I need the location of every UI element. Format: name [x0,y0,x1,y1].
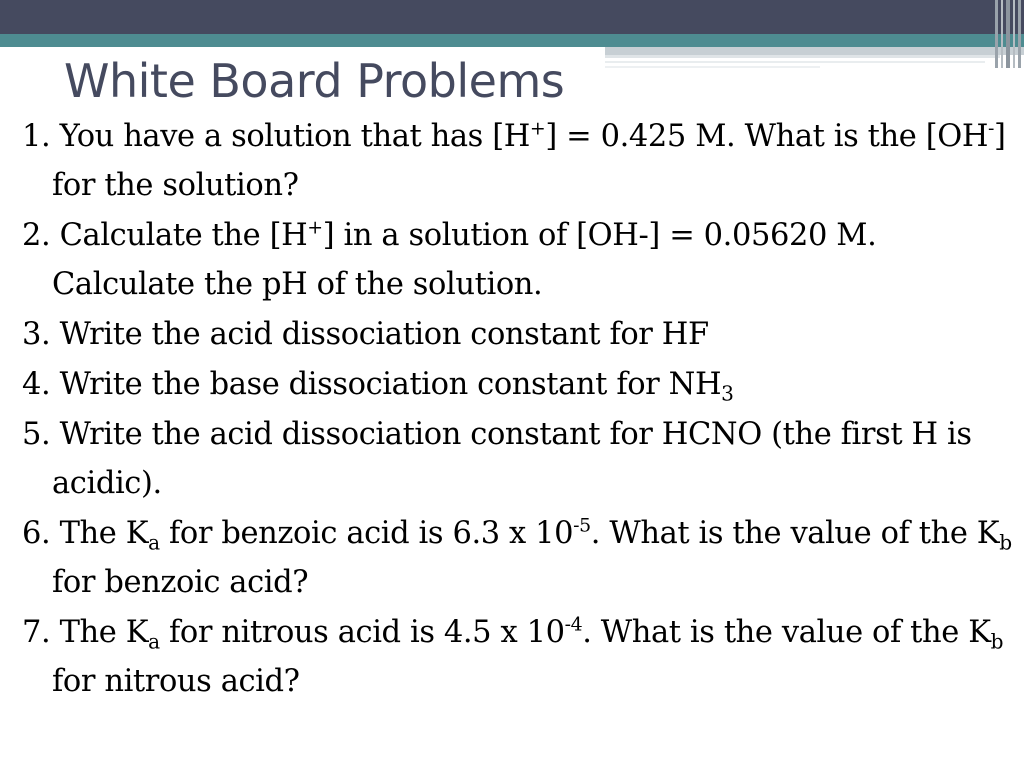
problem-item-2 [22,211,1012,309]
problem-text: The K [50,615,149,650]
header-title-tab [0,47,605,53]
problem-text: . What is the value of the K [582,615,991,650]
header-accent-line [605,66,820,68]
problem-text: ] = 0.425 M. What is the [OH [545,119,989,154]
problem-item-1 [22,112,1012,210]
problem-number: 3. [22,317,51,352]
header-accent-line [605,61,985,63]
header-dark-bar [0,0,1024,34]
problem-text: ] in a solution of [OH-] = 0.05620 M. Calculate the pH of the solution. [52,218,877,302]
header-teal-bar [0,34,1024,47]
header-corner-stripe [1006,0,1010,68]
problem-text: for nitrous acid? [52,664,300,699]
superscript: + [529,117,546,140]
problem-text: for benzoic acid? [52,565,309,600]
header-accent-line [605,55,1000,58]
subscript: a [148,629,160,654]
problem-number: 2. [22,218,51,253]
header-corner-stripe [1018,0,1021,68]
problem-text: The K [50,516,149,551]
problem-number: 5. [22,417,51,452]
subscript: b [999,530,1012,555]
header-corner-stripe [1013,0,1015,68]
problem-text: Calculate the [H [50,218,308,253]
problem-item-7 [22,608,1012,706]
problem-text: for benzoic acid is 6.3 x 10 [159,516,574,551]
problem-number: 7. [22,615,51,650]
problem-text: You have a solution that has [H [50,119,530,154]
superscript: -4 [564,613,583,636]
header-corner-stripe [995,0,998,68]
superscript: -5 [573,514,591,537]
slide-title: White Board Problems [64,54,565,108]
problem-item-5 [22,410,1012,508]
header-corner-stripe [1001,0,1003,68]
problem-item-3 [22,310,1012,359]
header-accent-bar [605,47,1024,55]
problem-text: . What is the value of the K [590,516,1000,551]
problem-text: Write the acid dissociation constant for HCNO (the first H is acidic). [50,417,972,501]
problem-text: for nitrous acid is 4.5 x 10 [159,615,565,650]
problem-number: 1. [22,119,51,154]
problem-text: Write the base dissociation constant for NH [50,367,722,402]
problem-text: Write the acid dissociation constant for HF [50,317,709,352]
problem-number: 6. [22,516,51,551]
problem-text: ] for the solution? [52,119,1006,203]
superscript: - [988,117,995,140]
subscript: a [148,530,160,555]
superscript: + [307,216,323,239]
problem-item-6 [22,509,1012,607]
problem-number: 4. [22,367,51,402]
problem-list [22,112,1012,707]
subscript: 3 [721,381,734,406]
problem-item-4 [22,360,1012,409]
subscript: b [990,629,1004,654]
